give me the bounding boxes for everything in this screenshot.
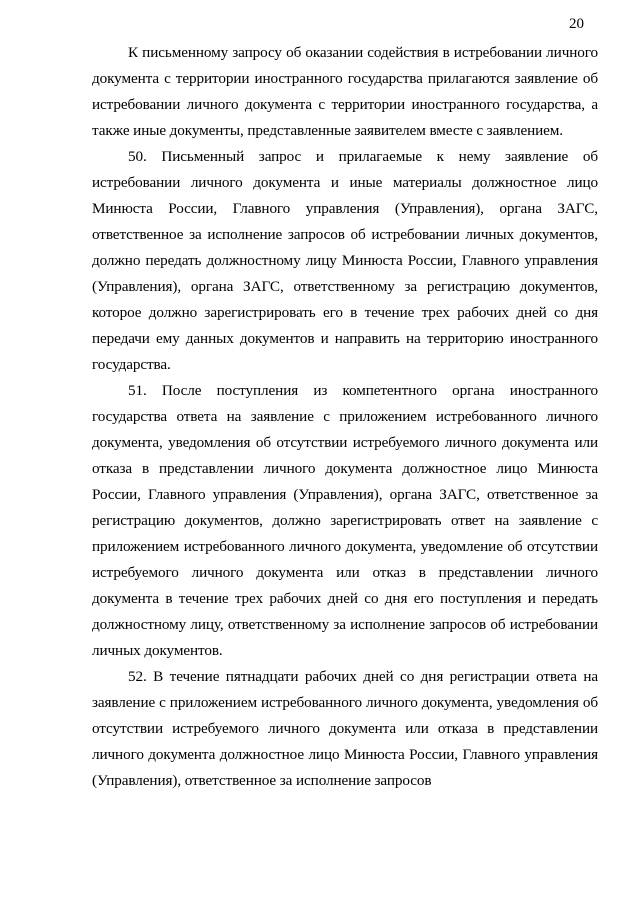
paragraph-51: 51. После поступления из компетентного органа иностранного государства ответа на заявление с приложением истребованного личного документа, уведомления об отсутствии истребуемого личного документа или отказа в представлении личного документа должностное лицо Минюста России, Главного управления (Управления), органа ЗАГС, ответственное за регистрацию документов, должно зарегистрировать ответ на заявление с приложением истребованного личного документа, уведомление об отсутствии истребуемого личного документа или отказ в представлении личного документа в течение трех рабочих дней со дня его поступления и передать должностному лицу, ответственному за исполнение запросов об истребовании личных документов. — [92, 382, 598, 659]
paragraph-52: 52. В течение пятнадцати рабочих дней со дня регистрации ответа на заявление с приложением истребованного личного документа, уведомления об отсутствии истребуемого личного документа или отказа в представлении личного документа должностное лицо Минюста России, Главного управления (Управления), ответственное за исполнение запросов — [92, 668, 598, 789]
paragraph-50: 50. Письменный запрос и прилагаемые к нему заявление об истребовании личного документа и иные материалы должностное лицо Минюста России, Главного управления (Управления), органа ЗАГС, ответственное за исполнение запросов об истребовании личных документов, должно передать должностному лицу Минюста России, Главного управления (Управления), органа ЗАГС, ответственному за регистрацию документов, которое должно зарегистрировать его в течение трех рабочих дней со дня передачи ему данных документов и направить на территорию иностранного государства. — [92, 148, 598, 373]
page-number: 20 — [569, 16, 584, 32]
document-body — [92, 40, 598, 794]
paragraph-attachments: К письменному запросу об оказании содействия в истребовании личного документа с территории иностранного государства прилагаются заявление об истребовании личного документа с территории иностранного государства, а также иные документы, представленные заявителем вместе с заявлением. — [92, 44, 598, 139]
